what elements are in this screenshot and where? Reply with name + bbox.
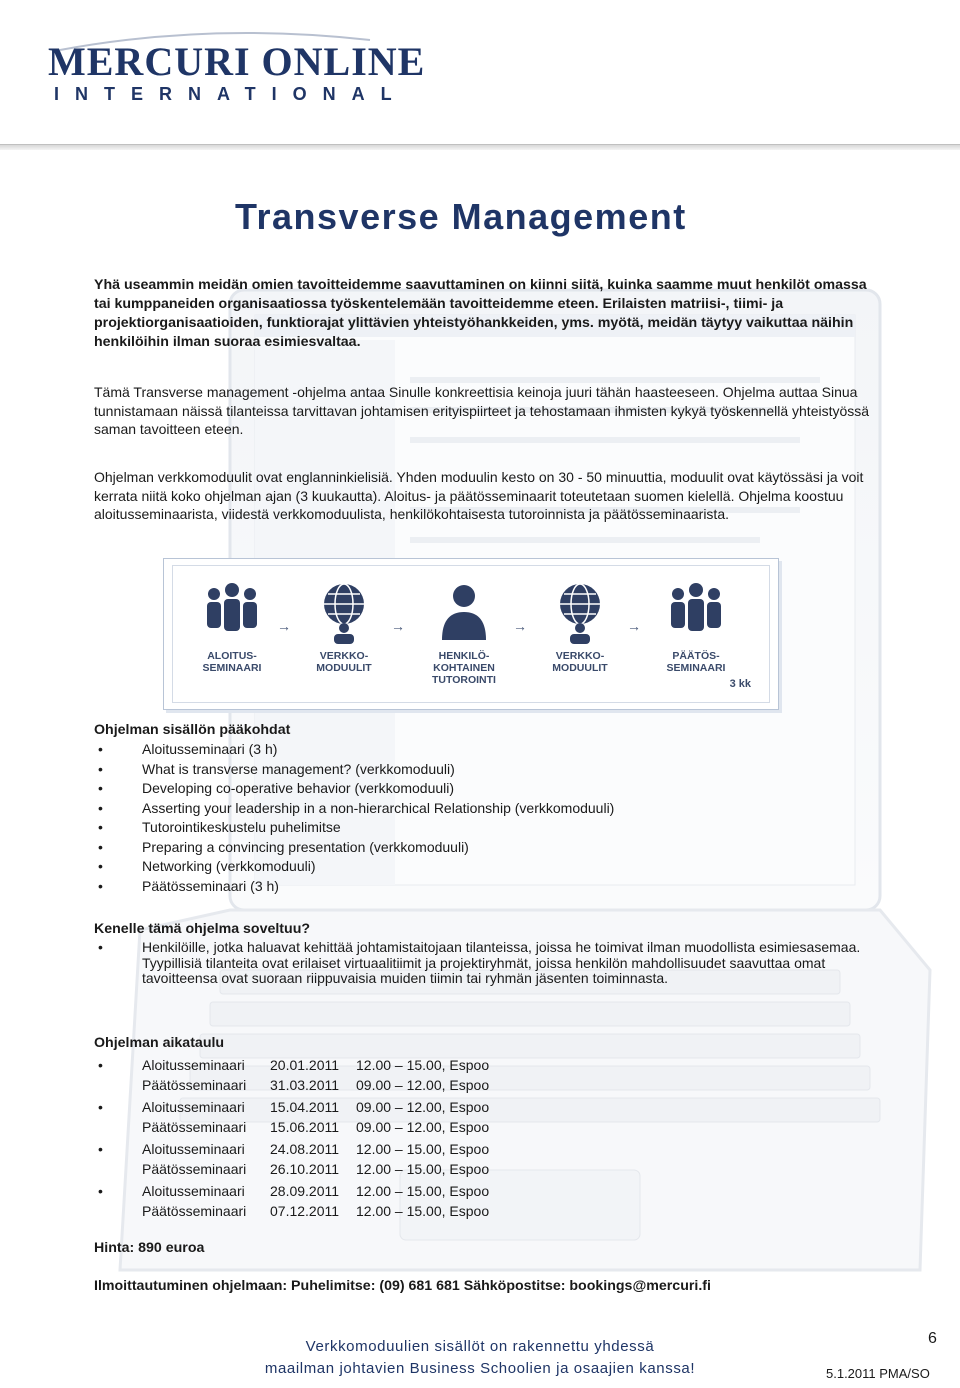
document-date-tag: 5.1.2011 PMA/SO — [826, 1366, 930, 1381]
globe-person-icon — [550, 580, 610, 644]
schedule-row: Päätösseminaari 31.03.2011 09.00 – 12.00, Espoo — [142, 1076, 490, 1093]
list-item: • Networking (verkkomoduuli) — [94, 857, 884, 877]
bullet-icon: • — [98, 1141, 103, 1157]
step-verkkomoduulit-2 — [535, 580, 625, 674]
list-item: • Developing co-operative behavior (verkkomoduuli) — [94, 779, 884, 799]
bullet-icon: • — [98, 780, 103, 796]
list-item: • What is transverse management? (verkkomoduuli) — [94, 760, 884, 780]
schedule-group — [94, 1182, 884, 1221]
banner-inner-frame — [172, 565, 770, 703]
bullet-icon: • — [98, 858, 103, 874]
program-duration: 3 kk — [729, 678, 751, 690]
step-paatosseminaari — [651, 580, 741, 674]
step-label-1: ALOITUS- SEMINAARI — [202, 650, 262, 674]
bullet-icon: • — [98, 877, 103, 894]
schedule-group — [94, 1140, 884, 1179]
bullet-icon: • — [98, 838, 103, 855]
page-number: 6 — [928, 1330, 937, 1347]
bullet-icon: • — [98, 1099, 103, 1115]
schedule-row: • Aloitusseminaari 20.01.2011 12.00 – 15.00, Espoo — [94, 1056, 884, 1076]
step-label-3: HENKILÖ- KOHTAINEN TUTOROINTI — [432, 650, 496, 686]
footer-slogan-line-2: maailman johtavien Business Schoolien ja osaajien kanssa! — [264, 1360, 696, 1377]
page-title: Transverse Management — [235, 196, 687, 237]
arrow-right-icon: → — [277, 618, 291, 634]
contents-heading: Ohjelman sisällön pääkohdat — [94, 722, 291, 738]
description-paragraph-2: Ohjelman verkkomoduulit ovat englanninkielisiä. Yhden moduulin kesto on 30 - 50 minuuttia, moduulit ovat käytössäsi ja voit kerrata niitä koko ohjelman ajan (3 kuukautta). Aloitus- ja päätösseminaarit toteutetaan suomen kielellä. Ohjelma koostuu aloitusseminaarista, viidestä verkkomoduulista, henkilökohtaisesta tutoroinnista ja päätösseminaarista. — [94, 469, 864, 522]
audience-heading: Kenelle tämä ohjelma soveltuu? — [94, 921, 311, 937]
audience-item — [94, 940, 884, 987]
contents-list — [94, 740, 884, 896]
page-header — [0, 0, 960, 150]
arrow-right-icon: → — [513, 618, 527, 634]
schedule-group — [94, 1056, 884, 1095]
price-text: Hinta: 890 euroa — [94, 1240, 205, 1256]
tutor-person-icon — [434, 580, 494, 644]
step-verkkomoduulit-1 — [299, 580, 389, 674]
step-henkilokohtainen-tutorointi — [419, 580, 509, 686]
list-item: • Preparing a convincing presentation (verkkomoduuli) — [94, 838, 884, 858]
list-item: • Päätösseminaari (3 h) — [94, 877, 884, 897]
intro-paragraph: Yhä useammin meidän omien tavoitteidemme saavuttaminen on kiinni siitä, kuinka saamme muut henkilöt omassa tai kumppaneiden organisaatiossa työskentelemään tavoitteidemme eteen. Erilaisten matriisi-, tiimi- ja projektiorganisaatioiden, funktiorajat ylittävien yhteistyöhankkeiden, yms. myötä, meidän täytyy vaikuttaa näihin henkilöihin ilman suoraa esimiesvaltaa. — [94, 277, 867, 350]
schedule-row: • Aloitusseminaari 24.08.2011 12.00 – 15.00, Espoo — [94, 1140, 884, 1160]
audience-text: Henkilöille, jotka haluavat kehittää johtamistaitojaan tilanteissa, joissa he toimivat ilman muodollista esimiesasemaa. Tyypillisiä tilanteita ovat erilaiset virtuaalitiimit ja projektiryhmät, joissa henkilön mahdollisuudet saavuttaa omat tavoitteensa ovat suoraan riippuvaisia muiden tiimin tai ryhmän jäsenten toiminnasta. — [142, 939, 861, 986]
step-aloitusseminaari — [187, 580, 277, 674]
program-process-banner — [163, 558, 779, 710]
header-rule — [0, 144, 960, 150]
schedule-row: • Aloitusseminaari 28.09.2011 12.00 – 15.00, Espoo — [94, 1182, 884, 1202]
globe-person-icon — [314, 580, 374, 644]
list-item: • Aloitusseminaari (3 h) — [94, 740, 884, 760]
bullet-icon: • — [98, 1057, 103, 1073]
mercuri-logo — [40, 28, 426, 118]
footer-slogan-line-1: Verkkomoduulien sisällöt on rakennettu yhdessä — [305, 1338, 655, 1355]
schedule-heading: Ohjelman aikataulu — [94, 1035, 225, 1051]
arrow-right-icon: → — [391, 618, 405, 634]
group-people-icon — [202, 580, 262, 644]
schedule-row: Päätösseminaari 26.10.2011 12.00 – 15.00, Espoo — [142, 1160, 490, 1177]
bullet-icon: • — [98, 799, 103, 816]
group-people-icon — [666, 580, 726, 644]
arrow-right-icon: → — [627, 618, 641, 634]
bullet-icon: • — [98, 1183, 103, 1199]
schedule-list — [94, 1056, 884, 1224]
list-item: • Asserting your leadership in a non-hierarchical Relationship (verkkomoduuli) — [94, 799, 884, 819]
bullet-icon: • — [98, 760, 103, 777]
schedule-group — [94, 1098, 884, 1137]
schedule-row: Päätösseminaari 07.12.2011 12.00 – 15.00, Espoo — [142, 1202, 490, 1219]
step-label-5: PÄÄTÖS- SEMINAARI — [666, 650, 726, 674]
description-paragraph-1: Tämä Transverse management -ohjelma antaa Sinulle konkreettisia keinoja juuri tähän haasteeseen. Ohjelma auttaa Sinua tunnistamaan näissä tilanteissa tarvittavan johtamisen erityispiirteet ja tehostamaan ihmisten kykyä työskennellä yhteistyössä saman tavoitteen eteen. — [94, 384, 870, 437]
schedule-row: • Aloitusseminaari 15.04.2011 09.00 – 12.00, Espoo — [94, 1098, 884, 1118]
logo-sub-text: INTERNATIONAL — [54, 84, 408, 104]
step-label-4: VERKKO- MODUULIT — [552, 650, 608, 674]
step-label-2: VERKKO- MODUULIT — [316, 650, 372, 674]
list-item: • Tutorointikeskustelu puhelimitse — [94, 818, 884, 838]
bullet-icon: • — [98, 939, 103, 955]
bullet-icon: • — [98, 819, 103, 835]
signup-text: Ilmoittautuminen ohjelmaan: Puhelimitse: (09) 681 681 Sähköpostitse: bookings@mercuri.fi — [94, 1278, 711, 1294]
logo-main-text: MERCURI ONLINE — [48, 39, 426, 84]
schedule-row: Päätösseminaari 15.06.2011 09.00 – 12.00, Espoo — [142, 1118, 490, 1135]
bullet-icon: • — [98, 741, 103, 757]
